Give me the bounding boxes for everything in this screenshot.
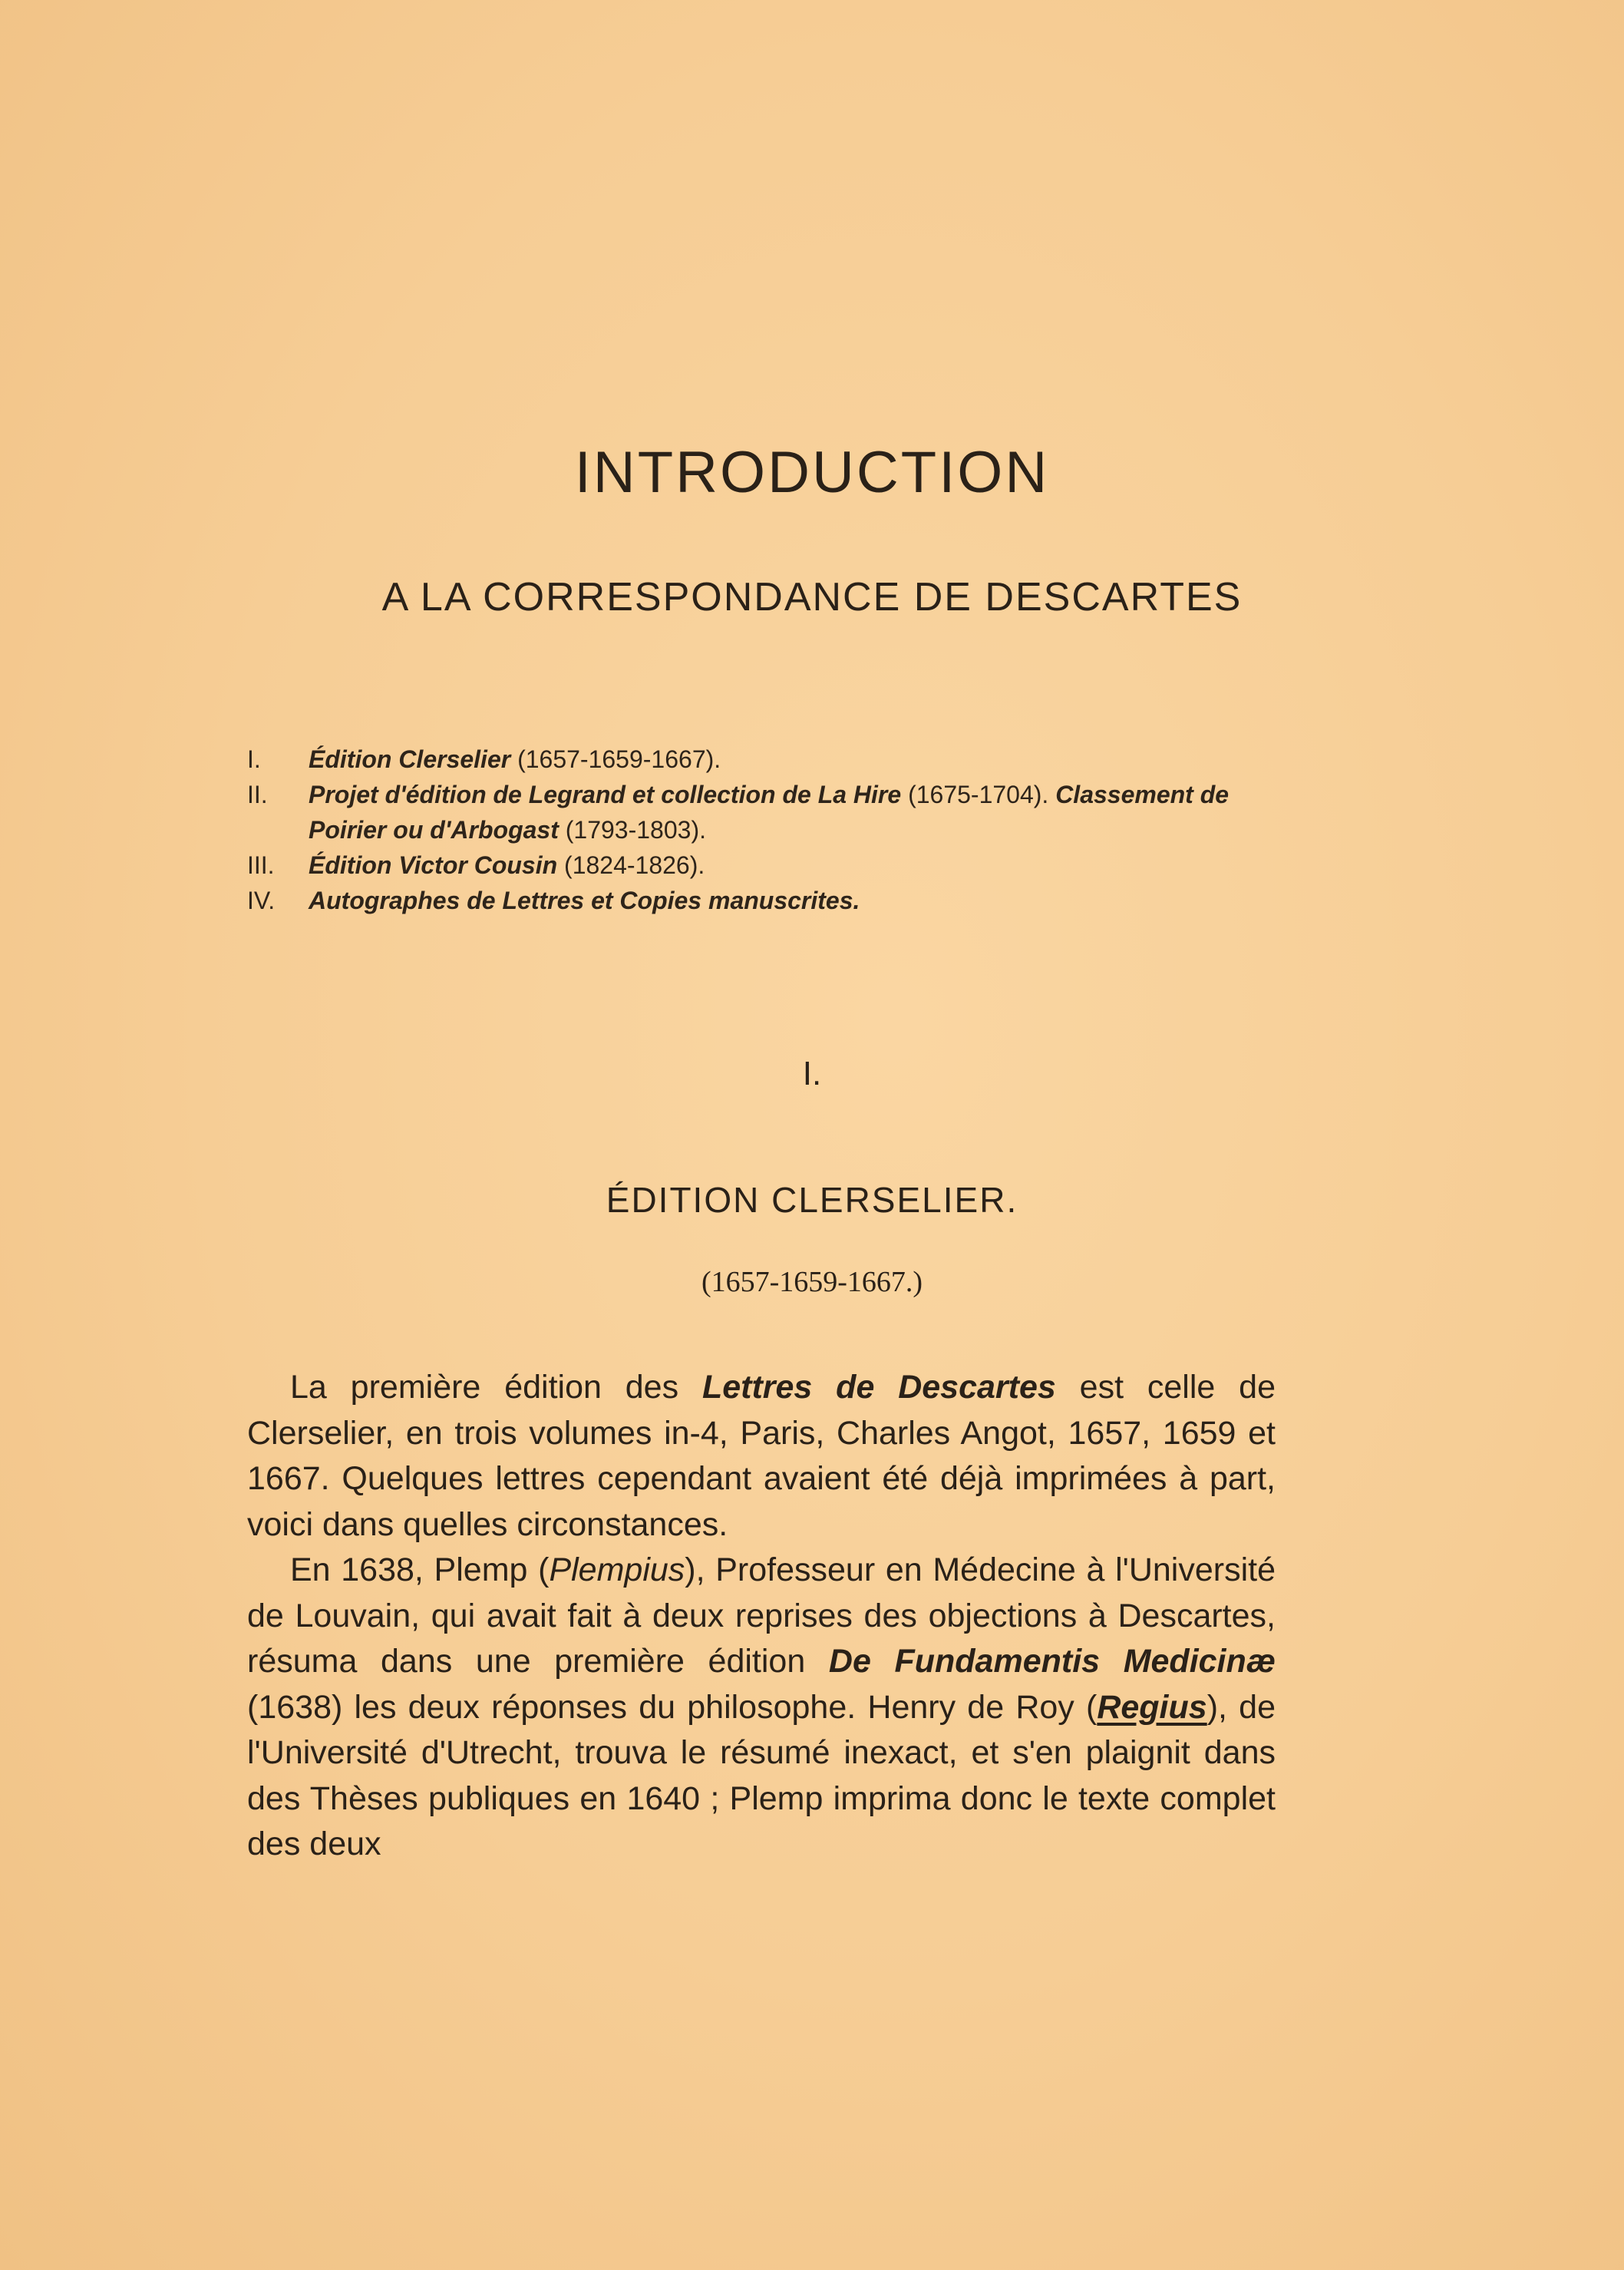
page-title: INTRODUCTION xyxy=(574,440,1050,505)
toc-item-title: Édition Clerselier xyxy=(309,745,511,773)
toc-item-dates: (1824-1826). xyxy=(557,851,705,879)
toc-item-number: III. xyxy=(247,851,275,879)
book-title: De Fundamentis Medicinæ xyxy=(828,1643,1276,1680)
toc-item-title: Classement de Poirier ou d'Arbogast xyxy=(309,781,1230,844)
toc-item xyxy=(247,777,1276,848)
text-run: La première édition des xyxy=(290,1369,702,1406)
toc-item-number: IV. xyxy=(247,887,276,914)
toc-item xyxy=(247,848,1276,883)
toc-item-title: Projet d'édition de Legrand et collection de La Hire xyxy=(309,781,902,808)
toc-item-number: I. xyxy=(247,745,261,773)
toc-item-dates: (1793-1803). xyxy=(558,816,706,844)
text-run: est celle de Clerselier, en trois volumes in-4, Paris, Charles Angot, 1657, 1659 et 1667. Quelques lettres cependant avaient été déjà imprimées à part, voici dans quelles circonstances. xyxy=(247,1369,1276,1543)
body-text xyxy=(247,1365,1276,1868)
toc-item-title: Autographes de Lettres et Copies manuscrites. xyxy=(309,887,860,914)
toc-item-number: II. xyxy=(247,781,268,808)
toc-item-dates: (1657-1659-1667). xyxy=(510,745,721,773)
text-run: ), de l'Université d'Utrecht, trouva le résumé inexact, et s'en plaignit dans des Thèses publiques en 1640 ; Plemp imprima donc le texte complet des deux xyxy=(247,1688,1276,1862)
paragraph xyxy=(247,1548,1276,1868)
book-title: Lettres de Descartes xyxy=(701,1369,1056,1406)
toc-item xyxy=(247,883,1276,918)
section-title: ÉDITION CLERSELIER. xyxy=(606,1180,1018,1220)
toc-item-title: Édition Victor Cousin xyxy=(309,851,558,879)
page-subtitle: A LA CORRESPONDANCE DE DESCARTES xyxy=(381,575,1243,620)
table-of-contents xyxy=(247,742,1276,918)
latin-name: Regius xyxy=(1097,1688,1207,1726)
text-run: ), Professeur en Médecine à l'Université de Louvain, qui avait fait à deux reprises des objections à Descartes, résuma dans une première édition xyxy=(247,1551,1276,1680)
paragraph xyxy=(247,1365,1276,1548)
text-run: (1638) les deux réponses du philosophe. Henry de Roy ( xyxy=(247,1688,1098,1726)
text-run: En 1638, Plemp ( xyxy=(290,1551,550,1588)
toc-item xyxy=(247,742,1276,777)
section-number: I. xyxy=(802,1055,822,1092)
section-dates: (1657-1659-1667.) xyxy=(701,1266,923,1298)
latin-name: Plempius xyxy=(549,1551,685,1588)
toc-item-dates: (1675-1704). xyxy=(901,781,1056,808)
